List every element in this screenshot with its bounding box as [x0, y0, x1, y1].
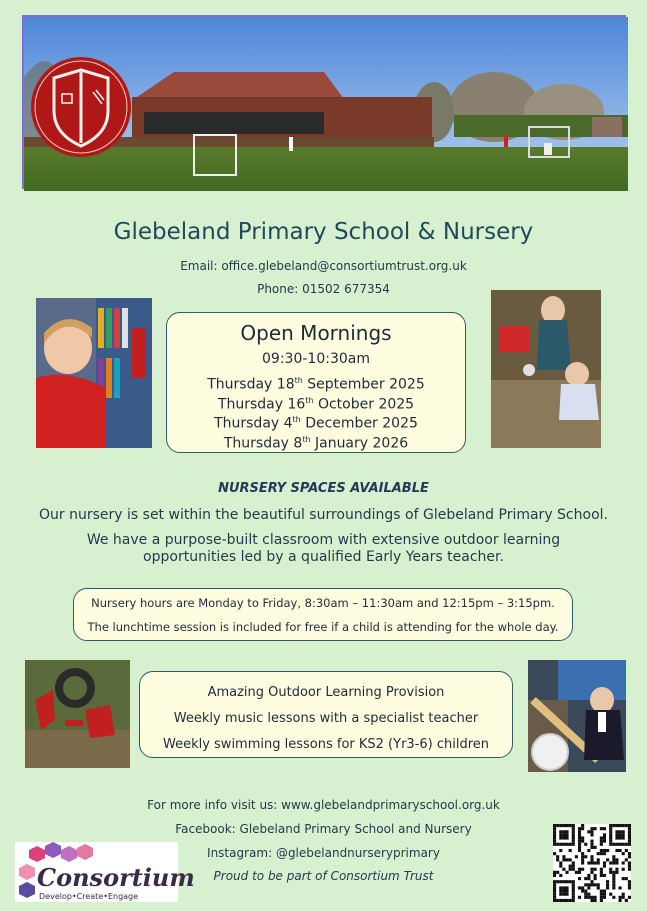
- open-morning-date: Thursday 18th September 2025: [207, 376, 425, 393]
- nursery-classroom-text: We have a purpose-built classroom with extensive outdoor learning opportunities led by a qualified Early Years teacher.: [86, 532, 561, 565]
- open-mornings-box: [166, 312, 466, 453]
- email-text[interactable]: Email: office.glebeland@consortiumtrust.org.uk: [180, 259, 467, 273]
- consortium-logo-name: Consortium: [37, 863, 195, 892]
- child-reading-photo: [36, 298, 152, 448]
- tyre-swing-photo: [25, 660, 130, 768]
- school-crest-logo: [30, 56, 132, 158]
- highlight-item: Weekly swimming lessons for KS2 (Yr3-6) children: [162, 737, 490, 752]
- open-morning-date: Thursday 4th December 2025: [214, 415, 418, 432]
- phone-text: Phone: 01502 677354: [257, 282, 390, 296]
- nursery-spaces-heading: NURSERY SPACES AVAILABLE: [218, 481, 429, 496]
- highlights-box: [139, 671, 513, 758]
- instagram-text: Instagram: @glebelandnurseryprimary: [207, 846, 440, 860]
- nursery-hours-text: Nursery hours are Monday to Friday, 8:30am – 11:30am and 12:15pm – 3:15pm.: [91, 596, 555, 610]
- music-lesson-photo: [528, 660, 626, 772]
- open-morning-date: Thursday 8th January 2026: [223, 434, 409, 452]
- qr-code[interactable]: [553, 824, 631, 902]
- trust-text: Proud to be part of Consortium Trust: [213, 869, 434, 883]
- consortium-logo-tagline: Develop•Create•Engage: [39, 892, 139, 901]
- nursery-hours-box: [73, 588, 573, 641]
- highlight-item: Weekly music lessons with a specialist teacher: [173, 711, 479, 726]
- open-mornings-time: 09:30-10:30am: [262, 351, 370, 367]
- children-outdoor-play-photo: [491, 290, 601, 448]
- page-title: Glebeland Primary School & Nursery: [113, 219, 534, 245]
- website-text[interactable]: For more info visit us: www.glebelandprimaryschool.org.uk: [147, 798, 500, 812]
- open-mornings-title: Open Mornings: [240, 321, 392, 345]
- nursery-intro-text: Our nursery is set within the beautiful surroundings of Glebeland Primary School.: [39, 507, 608, 523]
- open-morning-date: Thursday 16th October 2025: [217, 395, 415, 413]
- highlight-item: Amazing Outdoor Learning Provision: [207, 685, 445, 700]
- consortium-logo: [15, 842, 195, 902]
- facebook-text: Facebook: Glebeland Primary School and Nursery: [175, 822, 472, 836]
- lunchtime-text: The lunchtime session is included for free if a child is attending for the whole day.: [87, 620, 559, 634]
